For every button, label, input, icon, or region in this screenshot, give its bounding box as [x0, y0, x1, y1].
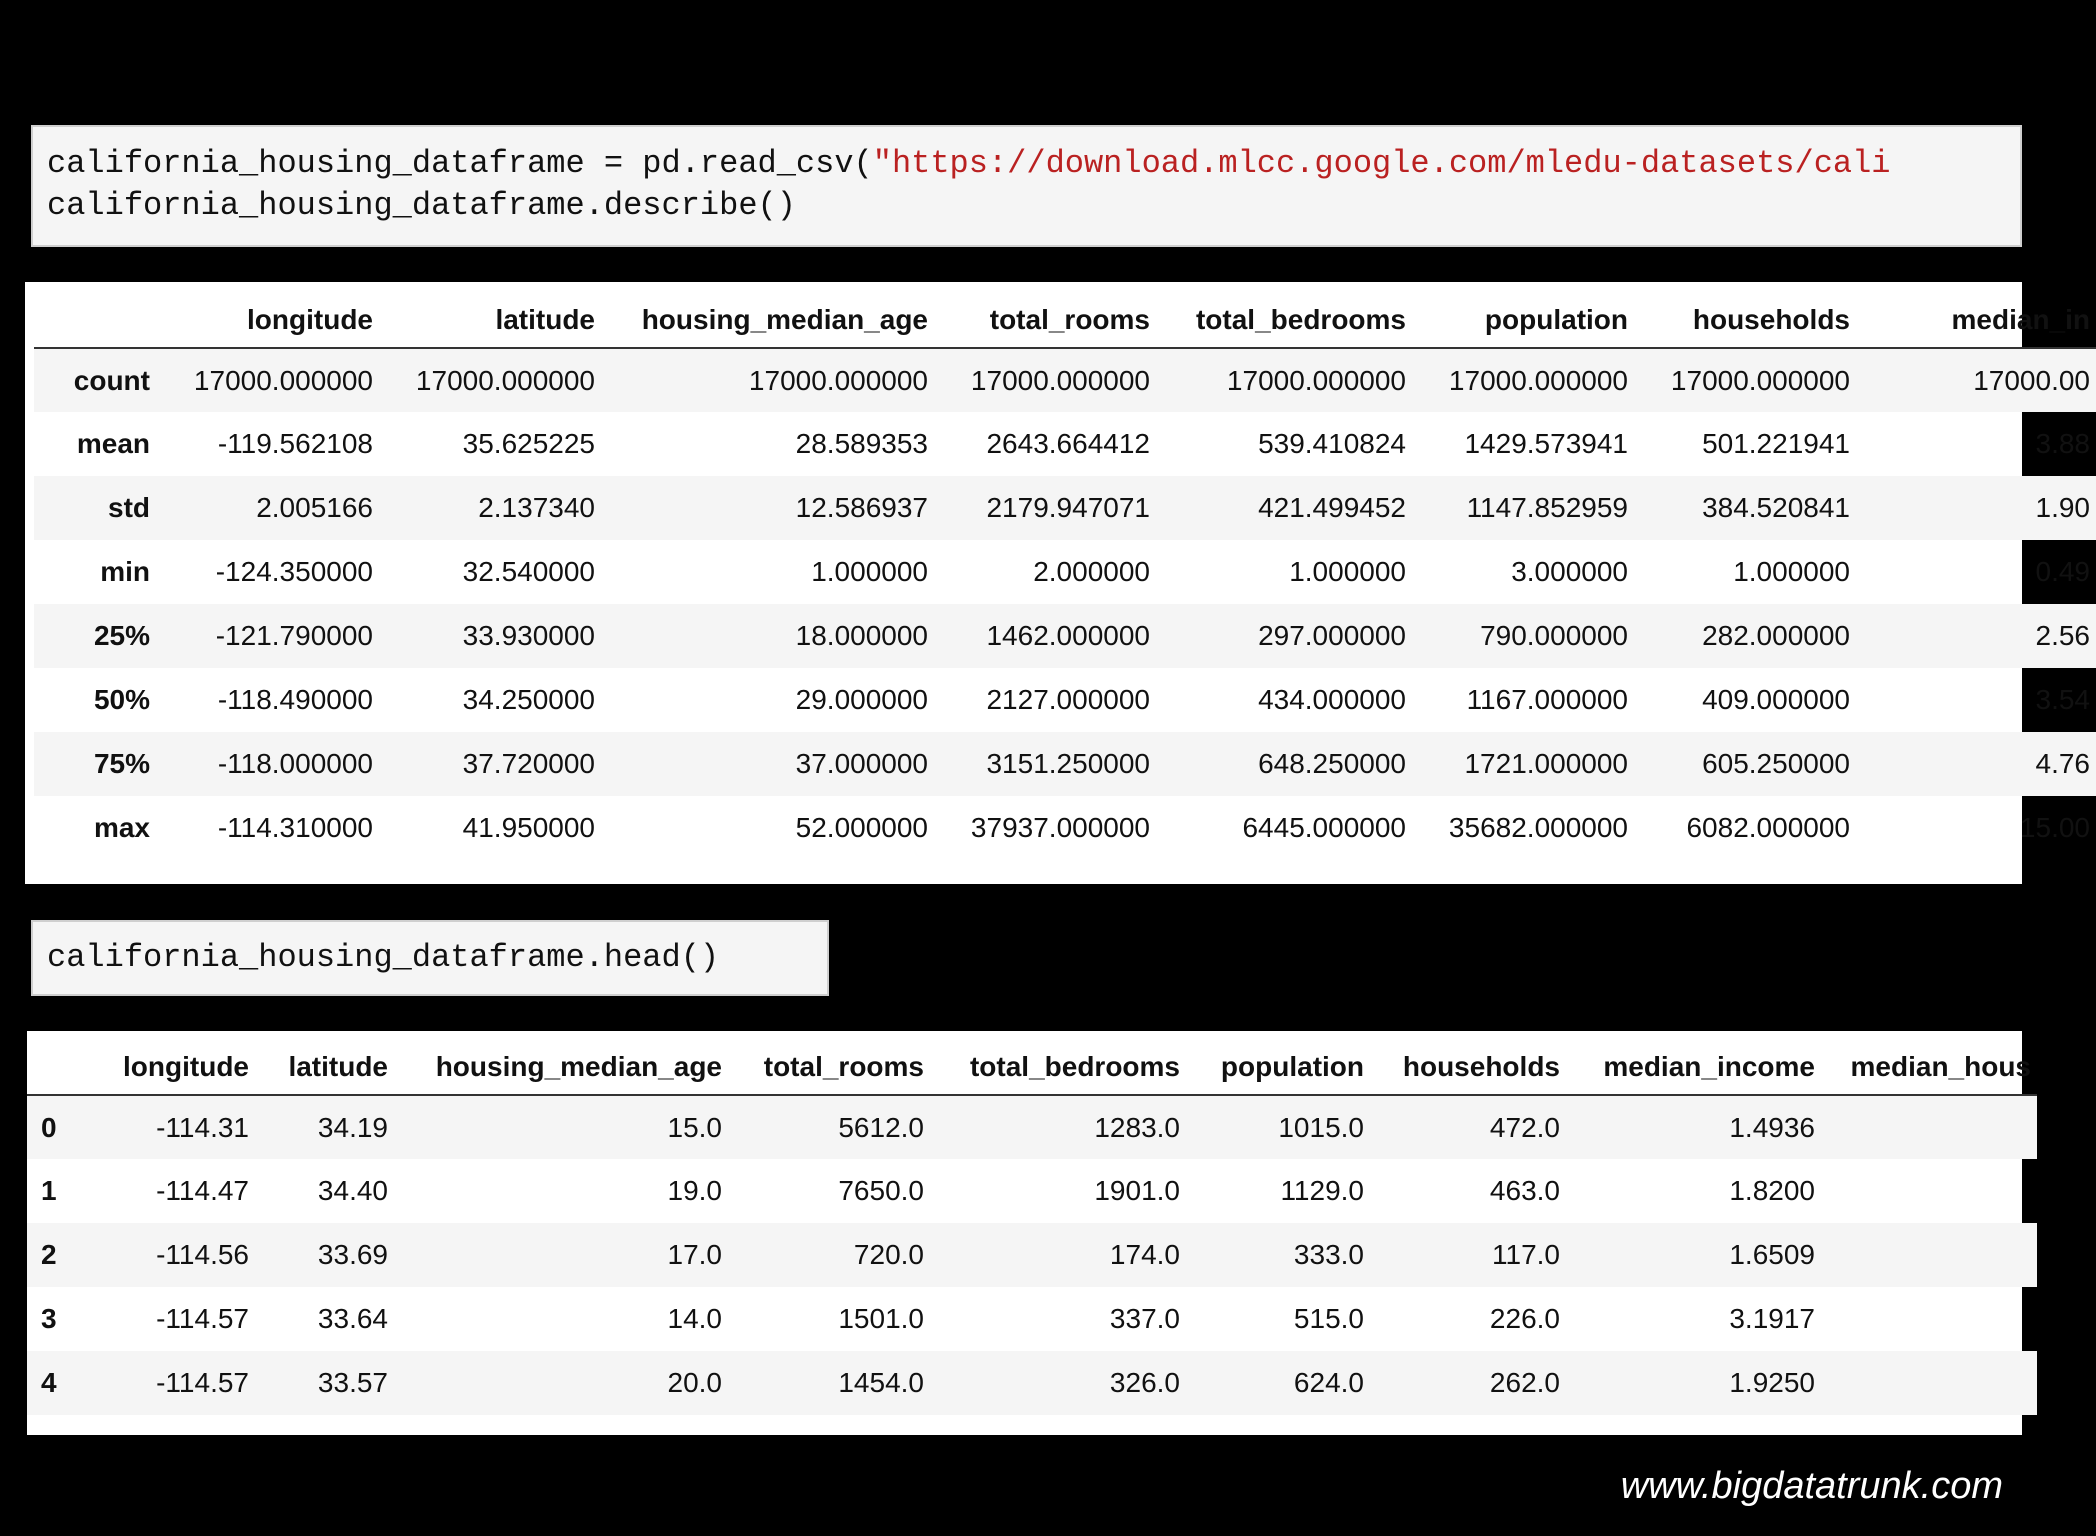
- row-label: 25%: [93, 620, 150, 651]
- column-header: total_rooms: [934, 292, 1156, 348]
- url-string: "https://download.mlcc.google.com/mledu-datasets/cali: [872, 145, 1891, 182]
- table-cell: 384.520841: [1702, 492, 1850, 523]
- table-cell: 17000.00: [1973, 364, 2090, 396]
- table-row: [34, 348, 2096, 412]
- column-header: total_rooms: [728, 1039, 930, 1095]
- row-label: 0: [41, 1111, 57, 1143]
- column-header: longitude: [85, 1039, 255, 1095]
- table-cell: 1.000000: [1289, 556, 1406, 587]
- watermark-url: www.bigdatatrunk.com: [1620, 1465, 2003, 1507]
- row-label: std: [108, 492, 150, 523]
- table-cell: 17000.000000: [415, 364, 595, 396]
- table-cell: 174.0: [1109, 1239, 1180, 1270]
- table-cell: 37937.000000: [970, 812, 1150, 843]
- table-cell: -118.490000: [217, 684, 373, 715]
- table-cell: 17.0: [667, 1239, 722, 1270]
- table-cell: 297.000000: [1258, 620, 1406, 651]
- column-header: housing_median_age: [394, 1039, 728, 1095]
- table-cell: 37.000000: [795, 748, 928, 779]
- table-cell: 1429.573941: [1464, 428, 1628, 459]
- table-cell: 2179.947071: [986, 492, 1150, 523]
- table-row: [27, 1095, 2037, 1159]
- table-cell: 17000.000000: [970, 364, 1150, 396]
- table-cell: 14.0: [667, 1303, 722, 1334]
- row-label: 50%: [93, 684, 150, 715]
- table-cell: 515.0: [1293, 1303, 1364, 1334]
- describe-output: [25, 282, 2090, 884]
- table-row: [27, 1287, 2037, 1351]
- table-cell: 262.0: [1489, 1367, 1560, 1398]
- table-cell: 1721.000000: [1464, 748, 1628, 779]
- table-cell: 463.0: [1489, 1175, 1560, 1206]
- table-cell: 2127.000000: [986, 684, 1150, 715]
- column-header: households: [1634, 292, 1856, 348]
- table-cell: [1821, 1287, 2037, 1351]
- table-row: [34, 476, 2096, 540]
- table-cell: 3151.250000: [986, 748, 1150, 779]
- column-header: total_bedrooms: [1156, 292, 1412, 348]
- table-cell: -124.350000: [215, 556, 373, 587]
- table-row: [34, 412, 2096, 476]
- row-label: 1: [41, 1175, 57, 1206]
- table-cell: 1901.0: [1094, 1175, 1180, 1206]
- row-label: 2: [41, 1239, 57, 1270]
- row-label: count: [73, 364, 150, 396]
- table-cell: 3.000000: [1511, 556, 1628, 587]
- table-cell: 33.64: [317, 1303, 388, 1334]
- head-output: [27, 1031, 2031, 1435]
- describe-header-row: [34, 292, 2096, 348]
- table-cell: 29.000000: [795, 684, 928, 715]
- code-line-2: california_housing_dataframe.describe(): [47, 187, 796, 224]
- table-cell: -114.31: [156, 1111, 249, 1143]
- table-cell: 35682.000000: [1448, 812, 1628, 843]
- table-cell: 2.005166: [256, 492, 373, 523]
- table-cell: 5612.0: [838, 1111, 924, 1143]
- table-cell: 409.000000: [1702, 684, 1850, 715]
- row-label: 75%: [93, 748, 150, 779]
- table-row: [34, 668, 2096, 732]
- table-cell: 1501.0: [838, 1303, 924, 1334]
- table-cell: 1015.0: [1278, 1111, 1364, 1143]
- table-row: [27, 1351, 2037, 1415]
- table-cell: 3.54: [2035, 684, 2090, 715]
- table-cell: [1821, 1223, 2037, 1287]
- table-cell: -121.790000: [215, 620, 373, 651]
- table-cell: 15.0: [667, 1111, 722, 1143]
- code-line-head: california_housing_dataframe.head(): [47, 939, 720, 976]
- table-cell: 282.000000: [1702, 620, 1850, 651]
- table-cell: 1462.000000: [986, 620, 1150, 651]
- table-cell: [1821, 1159, 2037, 1223]
- row-label: mean: [76, 428, 150, 459]
- describe-table: [34, 292, 2096, 860]
- head-table: [27, 1039, 2037, 1415]
- table-cell: 32.540000: [462, 556, 595, 587]
- table-cell: -119.562108: [217, 428, 373, 459]
- table-cell: 17000.000000: [748, 364, 928, 396]
- column-header: total_bedrooms: [930, 1039, 1186, 1095]
- table-cell: -114.310000: [217, 812, 373, 843]
- table-cell: 2643.664412: [986, 428, 1150, 459]
- table-cell: 2.000000: [1033, 556, 1150, 587]
- table-cell: -118.000000: [217, 748, 373, 779]
- column-header: latitude: [255, 1039, 394, 1095]
- table-cell: 226.0: [1489, 1303, 1560, 1334]
- table-cell: 6445.000000: [1242, 812, 1406, 843]
- table-cell: 2.137340: [478, 492, 595, 523]
- table-cell: 624.0: [1293, 1367, 1364, 1398]
- table-cell: 337.0: [1109, 1303, 1180, 1334]
- table-cell: 605.250000: [1702, 748, 1850, 779]
- table-cell: 33.69: [317, 1239, 388, 1270]
- row-label: 3: [41, 1303, 57, 1334]
- table-cell: 18.000000: [795, 620, 928, 651]
- table-cell: 1.9250: [1729, 1367, 1815, 1398]
- table-cell: -114.57: [156, 1367, 249, 1398]
- table-cell: 1129.0: [1280, 1175, 1364, 1206]
- table-cell: 12.586937: [795, 492, 928, 523]
- code-line-1: california_housing_dataframe = pd.read_csv("https://download.mlcc.google.com/mledu-datasets/cali: [47, 145, 1891, 182]
- table-row: [34, 540, 2096, 604]
- column-header: housing_median_age: [601, 292, 934, 348]
- code-cell-head[interactable]: [31, 920, 829, 996]
- table-cell: 33.57: [317, 1367, 388, 1398]
- table-cell: 790.000000: [1480, 620, 1628, 651]
- column-header: population: [1412, 292, 1634, 348]
- table-cell: 1.90: [2035, 492, 2090, 523]
- column-header: median_hous: [1821, 1039, 2037, 1095]
- column-header: population: [1186, 1039, 1370, 1095]
- table-cell: 1.000000: [811, 556, 928, 587]
- table-cell: 34.19: [317, 1111, 388, 1143]
- table-cell: 539.410824: [1258, 428, 1406, 459]
- table-cell: 20.0: [667, 1367, 722, 1398]
- table-cell: 41.950000: [462, 812, 595, 843]
- table-cell: 7650.0: [838, 1175, 924, 1206]
- column-header: households: [1370, 1039, 1566, 1095]
- table-cell: 1.000000: [1733, 556, 1850, 587]
- table-cell: 3.1917: [1729, 1303, 1815, 1334]
- table-cell: -114.47: [156, 1175, 249, 1206]
- table-cell: 15.00: [2019, 812, 2090, 843]
- table-cell: -114.57: [156, 1303, 249, 1334]
- column-header: median_income: [1566, 1039, 1821, 1095]
- table-cell: 1.8200: [1729, 1175, 1815, 1206]
- table-cell: 17000.000000: [1226, 364, 1406, 396]
- table-cell: 28.589353: [795, 428, 928, 459]
- table-row: [34, 796, 2096, 860]
- head-header-row: [27, 1039, 2037, 1095]
- table-cell: [1821, 1095, 2037, 1159]
- table-cell: 34.250000: [462, 684, 595, 715]
- table-cell: 501.221941: [1702, 428, 1850, 459]
- table-cell: 17000.000000: [1670, 364, 1850, 396]
- column-header: longitude: [156, 292, 379, 348]
- table-cell: 1.4936: [1729, 1111, 1815, 1143]
- row-label: 4: [41, 1367, 57, 1398]
- table-cell: 1.6509: [1729, 1239, 1815, 1270]
- table-cell: 4.76: [2035, 748, 2090, 779]
- table-cell: 52.000000: [795, 812, 928, 843]
- row-label: max: [93, 812, 150, 843]
- index-header: [27, 1039, 85, 1095]
- table-cell: 6082.000000: [1686, 812, 1850, 843]
- table-cell: 1167.000000: [1466, 684, 1628, 715]
- table-cell: 1283.0: [1094, 1111, 1180, 1143]
- index-header: [34, 292, 156, 348]
- table-cell: 648.250000: [1258, 748, 1406, 779]
- table-cell: 0.49: [2035, 556, 2090, 587]
- table-cell: 34.40: [317, 1175, 388, 1206]
- table-cell: 117.0: [1492, 1239, 1560, 1270]
- table-cell: 434.000000: [1258, 684, 1406, 715]
- table-cell: 3.88: [2035, 428, 2090, 459]
- table-cell: 17000.000000: [1448, 364, 1628, 396]
- column-header: latitude: [379, 292, 601, 348]
- table-row: [34, 604, 2096, 668]
- table-cell: 472.0: [1489, 1111, 1560, 1143]
- table-cell: 720.0: [853, 1239, 924, 1270]
- table-cell: 421.499452: [1258, 492, 1406, 523]
- table-row: [27, 1223, 2037, 1287]
- table-cell: -114.56: [156, 1239, 249, 1270]
- table-cell: 19.0: [667, 1175, 722, 1206]
- row-label: min: [100, 556, 150, 587]
- table-cell: 33.930000: [462, 620, 595, 651]
- code-cell-read-csv[interactable]: [31, 125, 2022, 247]
- table-cell: 35.625225: [462, 428, 595, 459]
- table-cell: 333.0: [1293, 1239, 1364, 1270]
- table-cell: 1147.852959: [1466, 492, 1628, 523]
- table-cell: 1454.0: [838, 1367, 924, 1398]
- table-cell: [1821, 1351, 2037, 1415]
- table-cell: 2.56: [2035, 620, 2090, 651]
- column-header: median_in: [1856, 292, 2096, 348]
- table-cell: 37.720000: [462, 748, 595, 779]
- table-row: [27, 1159, 2037, 1223]
- table-cell: 326.0: [1109, 1367, 1180, 1398]
- table-cell: 17000.000000: [193, 364, 373, 396]
- table-row: [34, 732, 2096, 796]
